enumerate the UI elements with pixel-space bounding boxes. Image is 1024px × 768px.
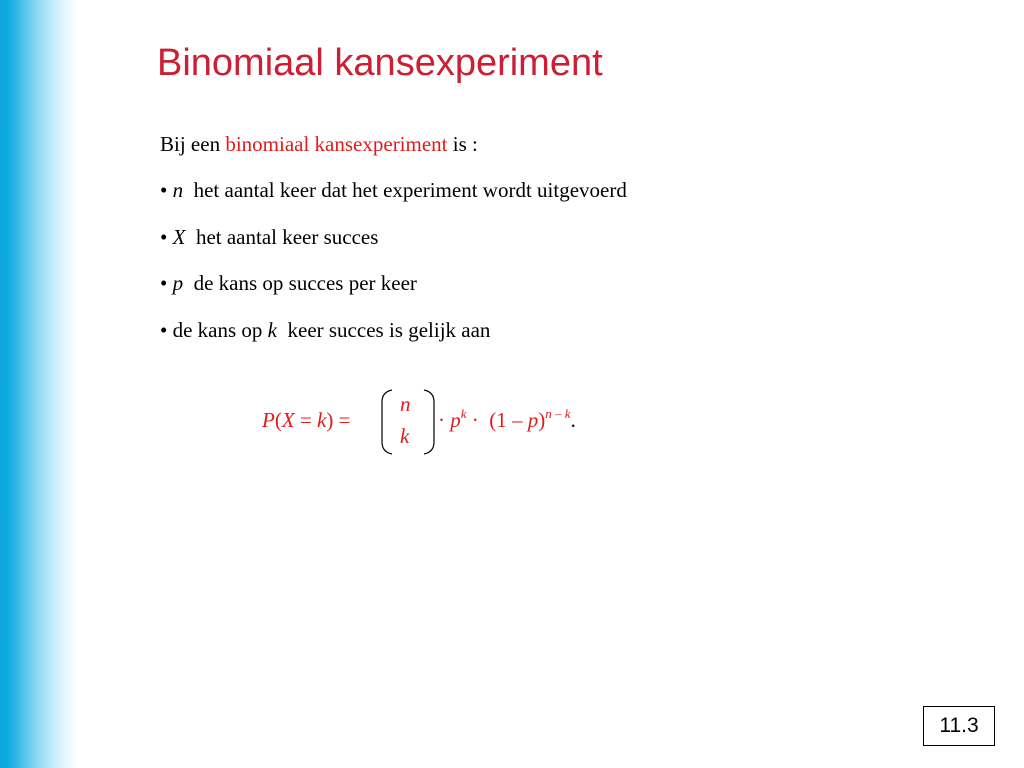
intro-highlight: binomiaal kansexperiment	[225, 132, 448, 156]
binomial-formula	[262, 386, 622, 458]
bullet-variable: X	[172, 225, 186, 249]
formula-p-exponent: k	[460, 406, 467, 421]
intro-suffix: is :	[447, 132, 478, 156]
bullet-mark: •	[160, 178, 173, 202]
formula-period: .	[570, 408, 576, 432]
bullet-text: keer succes is gelijk aan	[277, 318, 491, 342]
side-gradient-bar	[0, 0, 78, 768]
bullet-text: het aantal keer dat het experiment wordt uitgevoerd	[183, 178, 627, 202]
formula-k-symbol: k	[317, 408, 327, 432]
formula-x-symbol: X	[281, 408, 295, 432]
bullet-k	[160, 320, 490, 341]
binomial-top: n	[400, 392, 411, 416]
formula-p2: p	[527, 408, 539, 432]
binomial-bottom: k	[400, 424, 410, 448]
formula-p-symbol: P	[262, 408, 275, 432]
bullet-mark: •	[160, 225, 173, 249]
formula-lhs	[262, 410, 356, 431]
bullet-text: het aantal keer succes	[185, 225, 379, 249]
slide-number: 11.3	[923, 706, 995, 746]
bullet-text: de kans op succes per keer	[183, 271, 417, 295]
formula-middle: · (1 –	[466, 408, 528, 432]
bullet-variable: k	[267, 318, 277, 342]
bullet-variable: n	[172, 178, 184, 202]
bullet-n	[160, 180, 627, 201]
formula-close-equals: ) =	[326, 408, 356, 432]
intro-line	[160, 134, 478, 155]
bullet-x	[160, 227, 378, 248]
bullet-variable: p	[172, 271, 184, 295]
bullet-prefix: • de kans op	[160, 318, 268, 342]
intro-prefix: Bij een	[160, 132, 226, 156]
formula-dot: ·	[438, 408, 451, 432]
slide-title: Binomiaal kansexperiment	[157, 42, 603, 84]
formula-rhs	[438, 406, 576, 432]
formula-exponent: n – k	[545, 406, 571, 421]
formula-equals: =	[294, 408, 317, 432]
bullet-p	[160, 273, 417, 294]
formula-open-paren: (	[274, 408, 282, 432]
formula-p: p	[450, 408, 461, 432]
formula-close-paren: )	[538, 408, 546, 432]
bullet-mark: •	[160, 271, 173, 295]
